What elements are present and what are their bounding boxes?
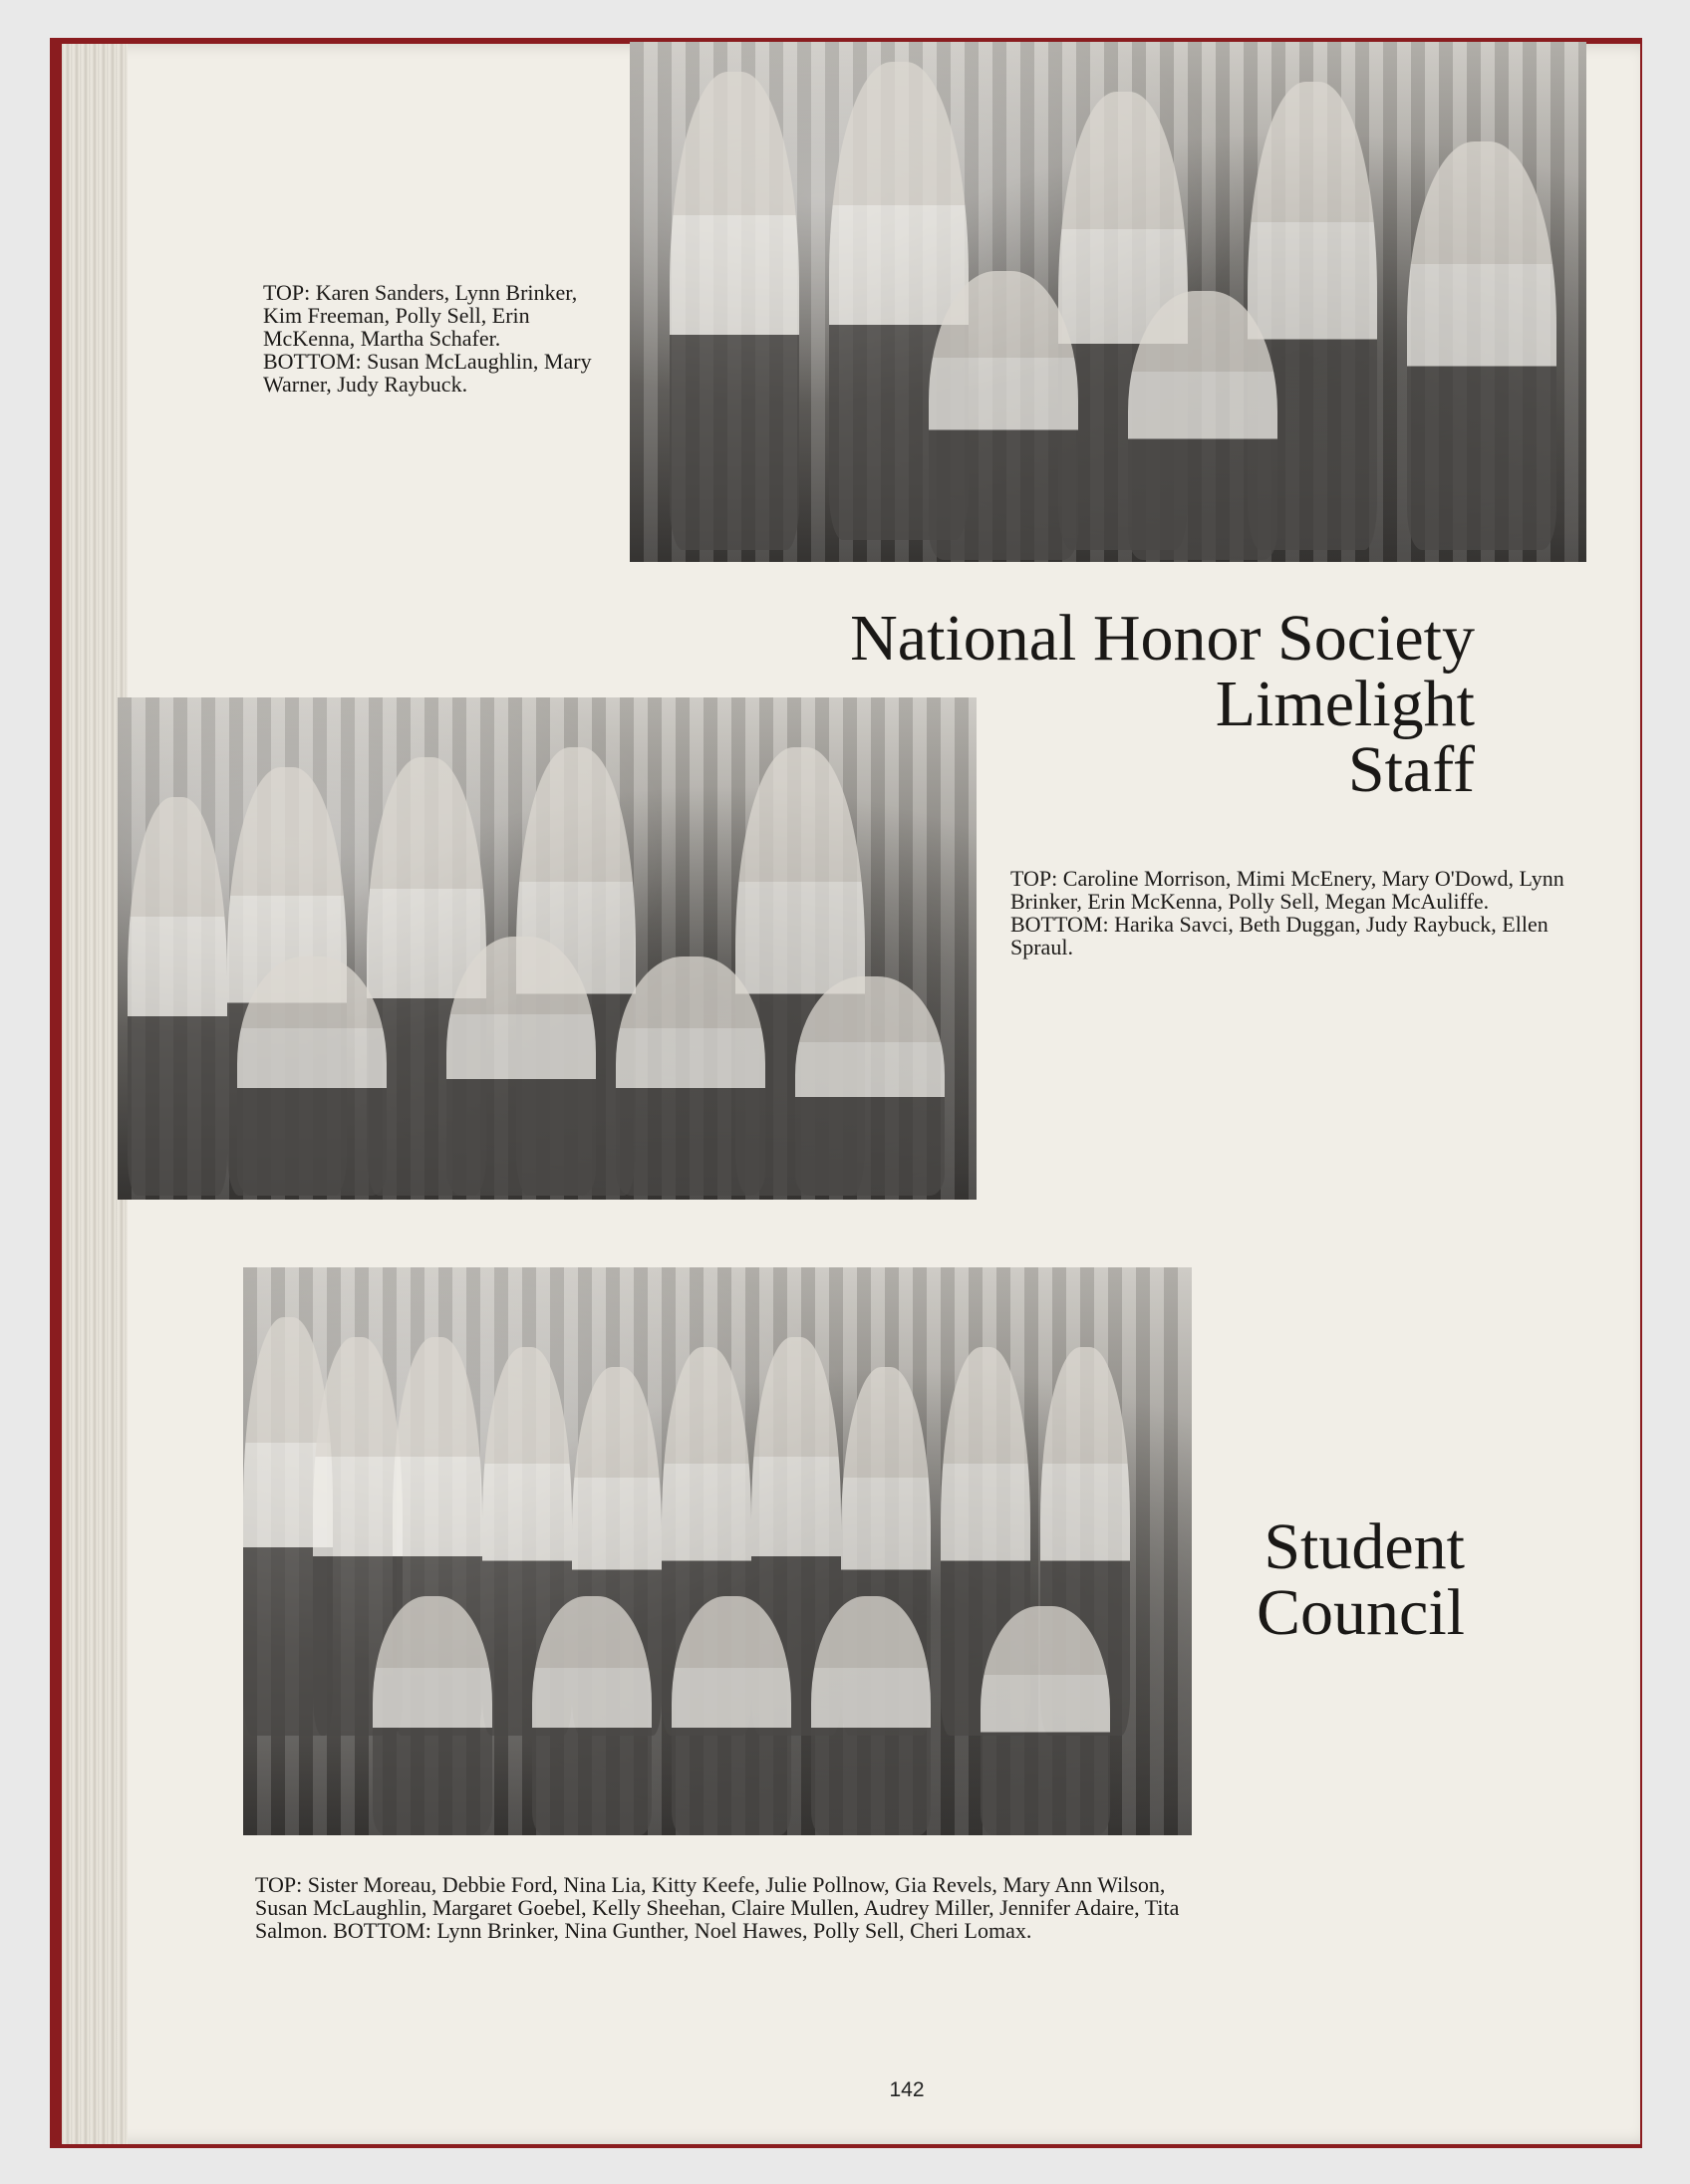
heading-line-staff: Staff — [1347, 733, 1475, 806]
page-number: 142 — [889, 2078, 925, 2101]
photo-limelight-staff — [118, 697, 977, 1200]
caption-limelight-staff: TOP: Caroline Morrison, Mimi McEnery, Mary O'Dowd, Lynn Brinker, Erin McKenna, Polly Sell, Megan McAuliffe. BOTTOM: Harika Savci, Beth Duggan, Judy Raybuck, Ellen Spraul. — [1010, 866, 1564, 959]
caption-student-council: TOP: Sister Moreau, Debbie Ford, Nina Lia, Kitty Keefe, Julie Pollnow, Gia Revels, Mary Ann Wilson, Susan McLaughlin, Margaret Goebel, Kelly Sheehan, Claire Mullen, Audrey Miller, Jennifer Adaire, Tita Salmon. BOTTOM: Lynn Brinker, Nina Gunther, Noel Hawes, Polly Sell, Cheri Lomax. — [255, 1872, 1180, 1943]
heading-line-limelight: Limelight — [1215, 668, 1475, 740]
photo-top-group — [630, 42, 1586, 562]
heading-line-council: Council — [1257, 1576, 1465, 1649]
photo-student-council — [243, 1267, 1192, 1835]
heading-line-student: Student — [1264, 1510, 1465, 1583]
heading-line-national-honor-society: National Honor Society — [850, 602, 1475, 675]
caption-top-group: TOP: Karen Sanders, Lynn Brinker, Kim Freeman, Polly Sell, Erin McKenna, Martha Schafer. BOTTOM: Susan McLaughlin, Mary Warner, Judy Raybuck. — [263, 280, 592, 397]
heading-student-council — [1176, 1510, 1465, 1649]
